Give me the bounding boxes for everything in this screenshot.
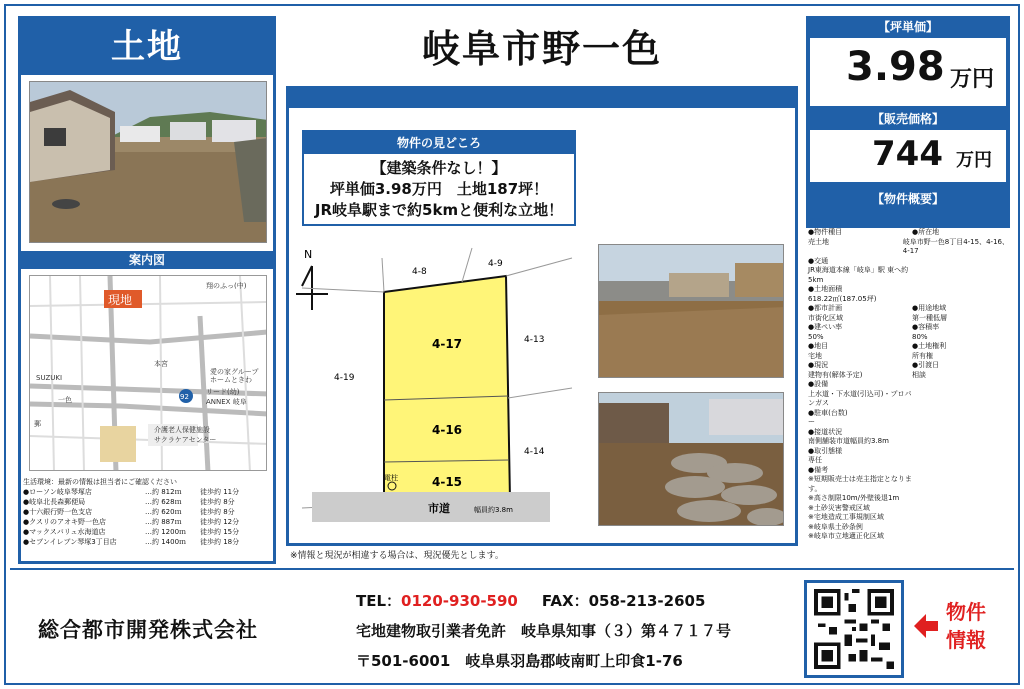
- site-photo-1: [598, 244, 784, 378]
- map-header: 案内図: [21, 251, 273, 269]
- north-label: N: [304, 248, 313, 261]
- svg-text:介護老人保健施設: 介護老人保健施設: [154, 426, 210, 434]
- highlight-header: 物件の見どころ: [304, 132, 574, 154]
- lot-label: 4-17: [432, 337, 463, 351]
- neighbor-label: 4-19: [334, 373, 355, 383]
- svg-text:愛の家グループ: 愛の家グループ: [210, 368, 259, 376]
- price-panel: [806, 16, 1010, 228]
- info-label: 物件: [946, 600, 986, 624]
- map-site-label: 現地: [108, 293, 133, 307]
- overview-row: 上水道・下水道(引込可)・プロパンガス: [808, 389, 912, 407]
- svg-text:SUZUKI: SUZUKI: [36, 374, 63, 382]
- overview-label: 【物件概要】: [871, 192, 944, 206]
- env-item: ●セブンイレブン琴塚3丁目店 …約 1400ｍ 徒歩約 18分: [23, 538, 240, 546]
- overview-row: ●現況 ●引渡日: [808, 361, 940, 369]
- overview-row: ●土地面積: [808, 285, 843, 293]
- guide-map: [29, 275, 267, 471]
- property-info-link[interactable]: [946, 598, 986, 654]
- overview-row: ー: [808, 418, 815, 426]
- sale-price-box: [810, 130, 1006, 182]
- svg-text:一色: 一色: [58, 396, 72, 404]
- contact-info: [356, 586, 731, 676]
- company-name: 総合都市開発株式会社: [38, 618, 258, 642]
- qr-code[interactable]: [804, 580, 904, 678]
- env-title: 生活環境：最新の情報は担当者にご確認ください: [23, 478, 177, 486]
- svg-text:翔のふっ(中): 翔のふっ(中): [206, 282, 247, 290]
- neighbor-label: 4-14: [524, 447, 545, 457]
- env-item: ●十六銀行野一色支店 …約 620ｍ 徒歩約 8分: [23, 508, 235, 516]
- highlight-line: 【建築条件なし！】: [371, 159, 507, 177]
- tel-number[interactable]: 0120-930-590: [401, 592, 518, 610]
- neighbor-label: 4-8: [412, 267, 427, 277]
- overview-row: ※宅地造成工事規制区域: [808, 513, 884, 521]
- overview-row: 専任: [808, 456, 822, 464]
- svg-text:郵: 郵: [34, 420, 41, 428]
- overview-row: ※岐阜県土砂条例: [808, 522, 863, 531]
- svg-text:リード(幼): リード(幼): [206, 388, 240, 396]
- living-environment: [23, 477, 271, 547]
- overview-row: 建物有(解体予定) 相談: [808, 370, 926, 379]
- sale-price-label: 【販売価格】: [871, 112, 944, 126]
- left-panel: [18, 16, 276, 564]
- overview-row: 50% 80%: [808, 332, 928, 341]
- overview-row: 宅地 所有権: [808, 351, 933, 360]
- overview-row: 618.22㎡(187.05坪): [808, 294, 877, 303]
- svg-text:ホームときわ: ホームときわ: [210, 376, 252, 384]
- highlight-box: [302, 130, 576, 226]
- property-photo: [29, 81, 267, 243]
- overview-row: ※土砂災害警戒区域: [808, 503, 870, 512]
- lot-area: [384, 276, 510, 504]
- unit-price-box: [810, 38, 1006, 106]
- lot-plan: [292, 238, 584, 528]
- env-item: ●ローソン岐阜琴塚店 …約 812ｍ 徒歩約 11分: [23, 488, 240, 496]
- lot-label: 4-15: [432, 475, 463, 489]
- arrow-left-icon: [912, 612, 940, 640]
- disclaimer-note: ※情報と現況が相違する場合は、現況優先とします。: [290, 551, 504, 561]
- overview-row: ●接道状況: [808, 427, 843, 436]
- overview-row: ※岐阜市立地適正化区域: [808, 532, 884, 540]
- overview-row: ●取引態様: [808, 446, 843, 455]
- tel-label: TEL：: [356, 592, 402, 610]
- fax-number: FAX：058-213-2605: [541, 592, 706, 610]
- env-item: ●マックスバリュ水海道店 …約 1200ｍ 徒歩約 15分: [23, 528, 240, 536]
- highlight-line: JR岐阜駅まで約5kmと便利な立地！: [314, 201, 564, 219]
- highlight-line: 坪単価3.98万円 土地187坪！: [329, 180, 549, 198]
- property-type-title: 土地: [21, 19, 273, 75]
- overview-row: ●交通: [808, 256, 829, 265]
- overview-row: ●備考: [808, 465, 829, 474]
- svg-text:本宮: 本宮: [154, 360, 168, 368]
- unit-price-unit: 万円: [950, 67, 995, 92]
- svg-text:サクラケアセンター: サクラケアセンター: [154, 436, 217, 444]
- overview-row: 売土地 岐阜市野一色8丁目4-15、4-16、4-17: [808, 237, 1009, 255]
- overview-row: ※短期販売士は売主指定となります。: [808, 475, 912, 493]
- lot-label: 4-16: [432, 423, 463, 437]
- neighbor-label: 4-9: [488, 259, 503, 269]
- svg-text:ANNEX 岐阜: ANNEX 岐阜: [206, 398, 247, 406]
- overview-row: 市街化区域 第一種低層: [808, 313, 947, 322]
- qr-code-icon: [813, 589, 895, 669]
- unit-price-label: 【坪単価】: [877, 20, 938, 34]
- unit-price-value: 3.98: [846, 44, 945, 90]
- svg-text:92: 92: [180, 393, 189, 401]
- property-overview: [808, 228, 1014, 542]
- overview-row: ※高さ制限10m/外壁後退1m: [808, 494, 900, 502]
- overview-row: JR東海道本線「岐阜」駅 東へ約5km: [808, 266, 909, 284]
- sale-price-unit: 万円: [956, 150, 992, 171]
- neighbor-label: 4-13: [524, 335, 545, 345]
- overview-row: ●地目 ●土地権利: [808, 342, 947, 350]
- overview-row: ●物件種目 ●所在地: [808, 228, 940, 236]
- license-number: 宅地建物取引業者免許 岐阜県知事（３）第４７１７号: [356, 622, 732, 640]
- env-item: ●クスリのアオキ野一色店 …約 887ｍ 徒歩約 12分: [23, 518, 240, 526]
- overview-row: ●設備: [808, 380, 829, 388]
- overview-row: ●都市計画 ●用途地域: [808, 304, 947, 312]
- overview-row: ●駐車(台数): [808, 408, 848, 417]
- sale-price-value: 744: [872, 134, 943, 174]
- overview-row: ●建ぺい率 ●容積率: [808, 323, 940, 331]
- road-width: 幅員約3.8m: [474, 506, 513, 514]
- env-item: ●岐阜北長森郵便局 …約 628ｍ 徒歩約 8分: [23, 498, 235, 506]
- info-label: 情報: [946, 628, 986, 652]
- pole-label: 電柱: [384, 474, 398, 482]
- overview-row: 南側舗装市道幅員約3.8m: [808, 437, 889, 445]
- site-photo-2: [598, 392, 784, 526]
- page-title: 岐阜市野一色: [421, 27, 662, 71]
- company-address: 〒501-6001 岐阜県羽島郡岐南町上印食1-76: [356, 652, 683, 670]
- road-label: 市道: [428, 502, 450, 515]
